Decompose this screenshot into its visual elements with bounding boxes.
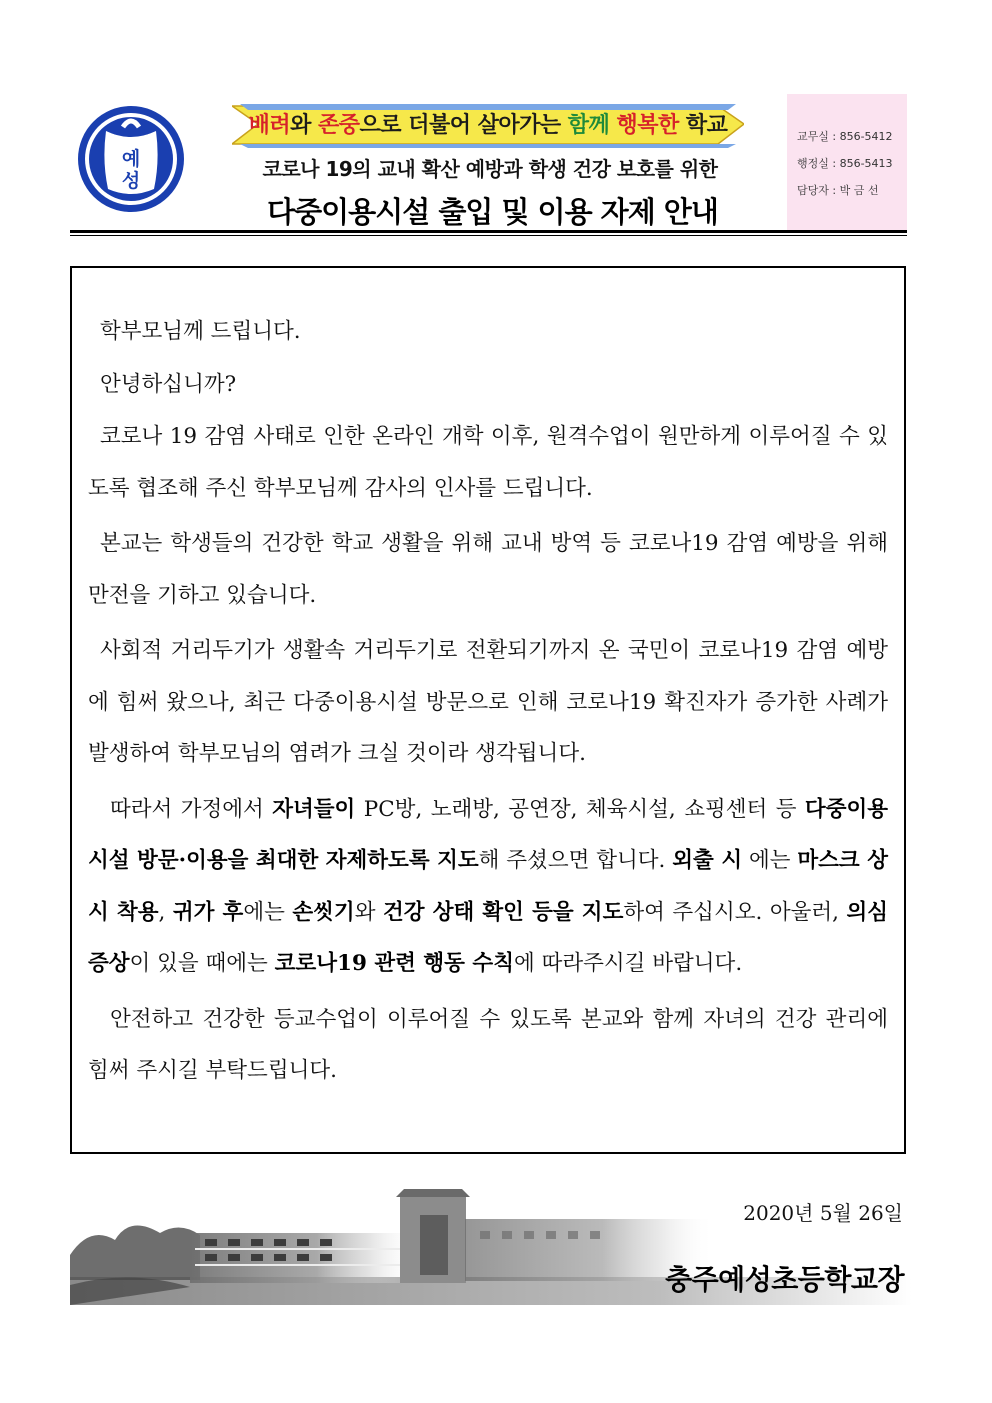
emphasis-text: 건강 상태 확인 등을 지도 <box>383 899 624 925</box>
letter-closing-paragraph: 안전하고 건강한 등교수업이 이루어질 수 있도록 본교와 함께 자녀의 건강 관리에 힘써 주시길 부탁드립니다. <box>88 1006 888 1083</box>
text-run: 해 주셨으면 합니다. <box>478 848 673 873</box>
text-run: 따라서 가정에서 <box>110 796 273 822</box>
motto-word-consideration: 배려 <box>248 112 291 138</box>
contact-line: 행정실 : 856-5413 <box>797 157 893 170</box>
text-run: 에는 <box>742 848 798 873</box>
motto-text: 와 <box>290 112 319 138</box>
motto-word-respect: 존중 <box>318 112 360 138</box>
motto-text <box>609 111 616 136</box>
svg-text:예: 예 <box>121 148 141 170</box>
letter-salutation: 안녕하십니까? <box>100 371 237 397</box>
letter-paragraph: 본교는 학생들의 건강한 학교 생활을 위해 교내 방역 등 코로나19 감염 예방을 위해 만전을 기하고 있습니다. <box>88 531 888 608</box>
emphasis-text: 코로나19 관련 행동 수칙 <box>274 951 514 976</box>
header-divider-thin <box>70 235 907 236</box>
page-subtitle: 코로나 19의 교내 확산 예방과 학생 건강 보호를 위한 <box>262 157 718 181</box>
school-emblem-logo <box>76 103 186 215</box>
page-title: 다중이용시설 출입 및 이용 자제 안내 <box>267 195 718 229</box>
emphasis-text: 마스크 상시 착용 <box>88 848 888 925</box>
motto-word-together: 함께 <box>567 112 610 138</box>
text-run: 이 있을 때에는 <box>129 951 275 976</box>
contact-info-box <box>787 94 907 230</box>
issue-date: 2020년 5월 26일 <box>743 1201 903 1225</box>
emphasis-text: 외출 시 <box>672 848 743 873</box>
text-run: 에는 <box>243 899 293 925</box>
text-run: , <box>158 899 173 925</box>
principal-signature: 충주예성초등학교장 <box>665 1263 904 1296</box>
letter-greeting: 학부모님께 드립니다. <box>100 319 301 344</box>
letter-body <box>88 306 888 1101</box>
svg-text:성: 성 <box>121 170 141 192</box>
letter-paragraph: 사회적 거리두기가 생활속 거리두기로 전환되기까지 온 국민이 코로나19 감염 예방에 힘써 왔으나, 최근 다중이용시설 방문으로 인해 코로나19 확진자가 증가한 사례가 발생하여 학부모님의 염려가 크실 것이라 생각됩니다. <box>88 638 888 766</box>
contact-line: 교무실 : 856-5412 <box>797 130 893 143</box>
letter-paragraph-guidance <box>88 784 888 990</box>
contact-line: 담당자 : 박 금 선 <box>797 184 879 197</box>
letter-paragraph: 코로나 19 감염 사태로 인한 온라인 개학 이후, 원격수업이 원만하게 이루어질 수 있도록 협조해 주신 학부모님께 감사의 인사를 드립니다. <box>88 424 888 501</box>
text-run: 하여 주십시오. 아울러, <box>623 899 847 925</box>
motto-word-happy: 행복한 <box>616 112 679 138</box>
text-run: 에 따라주시길 바랍니다. <box>513 951 743 976</box>
motto-text: 으로 더불어 살아가는 <box>359 112 568 138</box>
motto-text: 학교 <box>678 112 728 138</box>
emphasis-text: 귀가 후 <box>172 899 244 925</box>
emphasis-text: 자녀들이 <box>272 796 356 822</box>
emphasis-text: 의심 증상 <box>88 899 889 976</box>
header-divider <box>70 230 907 233</box>
text-run: PC방, 노래방, 공연장, 체육시설, 쇼핑센터 등 <box>355 796 805 822</box>
school-motto <box>232 100 744 146</box>
text-run: 와 <box>354 899 383 925</box>
emphasis-text: 손씻기 <box>292 899 355 925</box>
emphasis-text: 다중이용시설 방문·이용을 최대한 자제하도록 지도 <box>88 796 888 873</box>
